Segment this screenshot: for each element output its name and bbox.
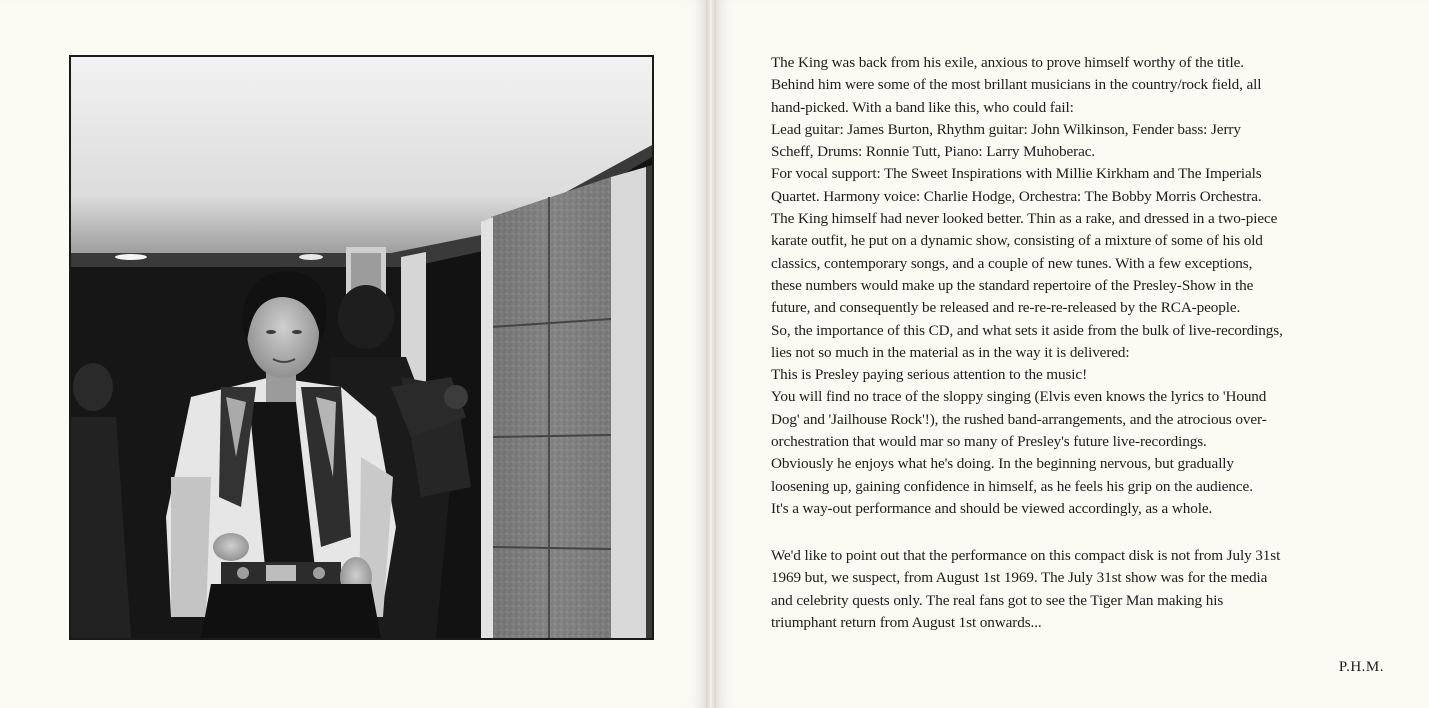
- text-line: hand-picked. With a band like this, who could fail:: [771, 98, 1074, 116]
- text-line: karate outfit, he put on a dynamic show, consisting of a mixture of some of his old: [771, 232, 1263, 250]
- text-line: The King himself had never looked better. Thin as a rake, and dressed in a two-piece: [771, 210, 1278, 228]
- text-line: lies not so much in the material as in the way it is delivered:: [771, 343, 1130, 361]
- text-line: You will find no trace of the sloppy singing (Elvis even knows the lyrics to 'Hound: [771, 388, 1267, 406]
- text-line: 1969 but, we suspect, from August 1st 1969. The July 31st show was for the media: [771, 569, 1268, 587]
- text-line: It's a way-out performance and should be viewed accordingly, as a whole.: [771, 499, 1213, 517]
- liner-notes-paragraph-2: [771, 545, 1391, 634]
- text-line: classics, contemporary songs, and a couple of new tunes. With a few exceptions,: [771, 254, 1253, 272]
- text-line: triumphant return from August 1st onwards...: [771, 613, 1042, 631]
- text-line: This is Presley paying serious attention to the music!: [771, 366, 1088, 384]
- text-line: So, the importance of this CD, and what sets it aside from the bulk of live-recordings,: [771, 321, 1283, 339]
- left-page: [0, 0, 706, 708]
- text-line: Scheff, Drums: Ronnie Tutt, Piano: Larry Muhoberac.: [771, 143, 1096, 161]
- text-line: and celebrity quests only. The real fans got to see the Tiger Man making his: [771, 591, 1224, 609]
- text-line: We'd like to point out that the performance on this compact disk is not from July 31st: [771, 547, 1281, 564]
- liner-notes-paragraph-1: [771, 52, 1391, 520]
- text-line: Behind him were some of the most brillant musicians in the country/rock field, all: [771, 76, 1262, 94]
- black-and-white-photo: [69, 55, 654, 640]
- text-line: loosening up, gaining confidence in himself, as he feels his grip on the audience.: [771, 477, 1253, 495]
- text-line: Quartet. Harmony voice: Charlie Hodge, Orchestra: The Bobby Morris Orchestra.: [771, 187, 1262, 205]
- booklet-gutter: [706, 0, 716, 708]
- text-line: Obviously he enjoys what he's doing. In the beginning nervous, but gradually: [771, 455, 1234, 473]
- text-line: Lead guitar: James Burton, Rhythm guitar: John Wilkinson, Fender bass: Jerry: [771, 120, 1241, 138]
- author-signature: P.H.M.: [1338, 659, 1384, 675]
- text-line: orchestration that would mar so many of Presley's future live-recordings.: [771, 433, 1207, 451]
- text-line: future, and consequently be released and re-re-re-released by the RCA-people.: [771, 299, 1241, 317]
- text-line: For vocal support: The Sweet Inspirations with Millie Kirkham and The Imperials: [771, 165, 1262, 183]
- text-line: these numbers would make up the standard repertoire of the Presley-Show in the: [771, 276, 1254, 294]
- text-line: Dog' and 'Jailhouse Rock'!), the rushed band-arrangements, and the atrocious over-: [771, 410, 1267, 428]
- text-line: The King was back from his exile, anxious to prove himself worthy of the title.: [771, 54, 1244, 71]
